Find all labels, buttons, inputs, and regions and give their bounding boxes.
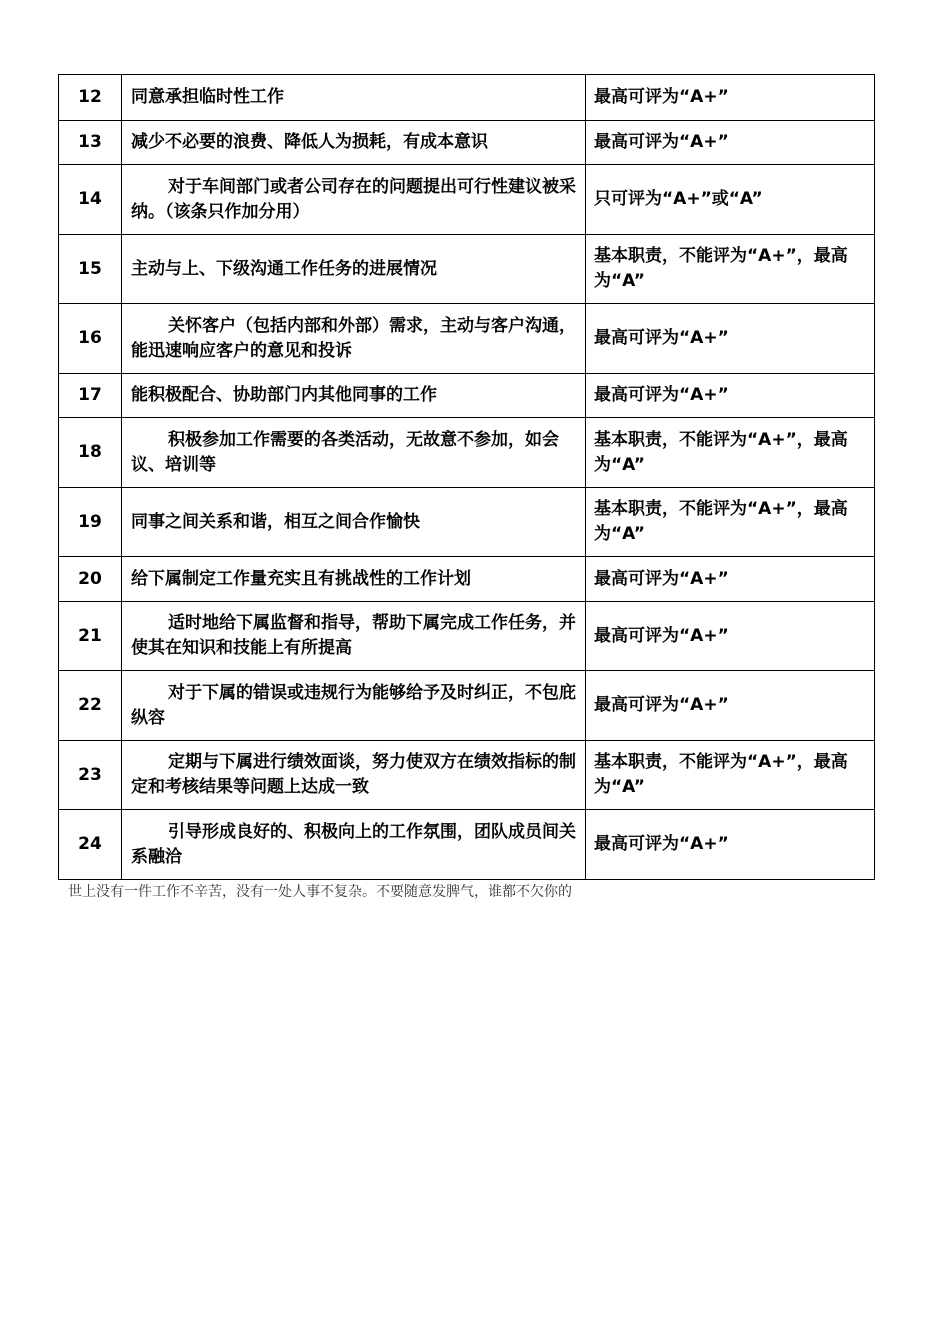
table-row [59,741,875,810]
row-number: 16 [59,304,122,374]
row-number: 21 [59,602,122,671]
table-row [59,488,875,557]
rating-rule: 基本职责，不能评为“A+”，最高为“A” [586,741,875,810]
rating-rule: 最高可评为“A+” [586,121,875,165]
behavior-item: 对于下属的错误或违规行为能够给予及时纠正，不包庇纵容 [122,671,586,741]
behavior-item: 引导形成良好的、积极向上的工作氛围，团队成员间关系融洽 [122,810,586,880]
table-row [59,304,875,374]
table-row [59,121,875,165]
table-row [59,557,875,602]
table-row [59,671,875,741]
rating-rule: 最高可评为“A+” [586,810,875,880]
row-number: 14 [59,165,122,235]
row-number: 13 [59,121,122,165]
table-row [59,165,875,235]
rating-rule: 只可评为“A+”或“A” [586,165,875,235]
rating-rule: 基本职责，不能评为“A+”，最高为“A” [586,488,875,557]
row-number: 22 [59,671,122,741]
behavior-item: 减少不必要的浪费、降低人为损耗，有成本意识 [122,121,586,165]
behavior-item: 同意承担临时性工作 [122,75,586,121]
row-number: 20 [59,557,122,602]
behavior-item: 适时地给下属监督和指导，帮助下属完成工作任务，并使其在知识和技能上有所提高 [122,602,586,671]
behavior-item: 主动与上、下级沟通工作任务的进展情况 [122,235,586,304]
rating-rule: 基本职责，不能评为“A+”，最高为“A” [586,418,875,488]
behavior-item: 定期与下属进行绩效面谈，努力使双方在绩效指标的制定和考核结果等问题上达成一致 [122,741,586,810]
rating-rule: 最高可评为“A+” [586,602,875,671]
table-row [59,374,875,418]
behavior-item: 同事之间关系和谐，相互之间合作愉快 [122,488,586,557]
behavior-item: 关怀客户（包括内部和外部）需求，主动与客户沟通，能迅速响应客户的意见和投诉 [122,304,586,374]
row-number: 23 [59,741,122,810]
evaluation-table [58,74,875,880]
behavior-item: 积极参加工作需要的各类活动，无故意不参加，如会议、培训等 [122,418,586,488]
table-row [59,75,875,121]
rating-rule: 基本职责，不能评为“A+”，最高为“A” [586,235,875,304]
row-number: 17 [59,374,122,418]
rating-rule: 最高可评为“A+” [586,304,875,374]
row-number: 19 [59,488,122,557]
rating-rule: 最高可评为“A+” [586,75,875,121]
row-number: 15 [59,235,122,304]
rating-rule: 最高可评为“A+” [586,671,875,741]
behavior-item: 给下属制定工作量充实且有挑战性的工作计划 [122,557,586,602]
footer-note: 世上没有一件工作不辛苦，没有一处人事不复杂。不要随意发脾气，谁都不欠你的 [68,884,572,900]
row-number: 18 [59,418,122,488]
rating-rule: 最高可评为“A+” [586,374,875,418]
evaluation-table-body [59,75,875,880]
row-number: 24 [59,810,122,880]
row-number: 12 [59,75,122,121]
table-row [59,418,875,488]
rating-rule: 最高可评为“A+” [586,557,875,602]
table-row [59,602,875,671]
table-row [59,810,875,880]
behavior-item: 对于车间部门或者公司存在的问题提出可行性建议被采纳。（该条只作加分用） [122,165,586,235]
table-row [59,235,875,304]
behavior-item: 能积极配合、协助部门内其他同事的工作 [122,374,586,418]
